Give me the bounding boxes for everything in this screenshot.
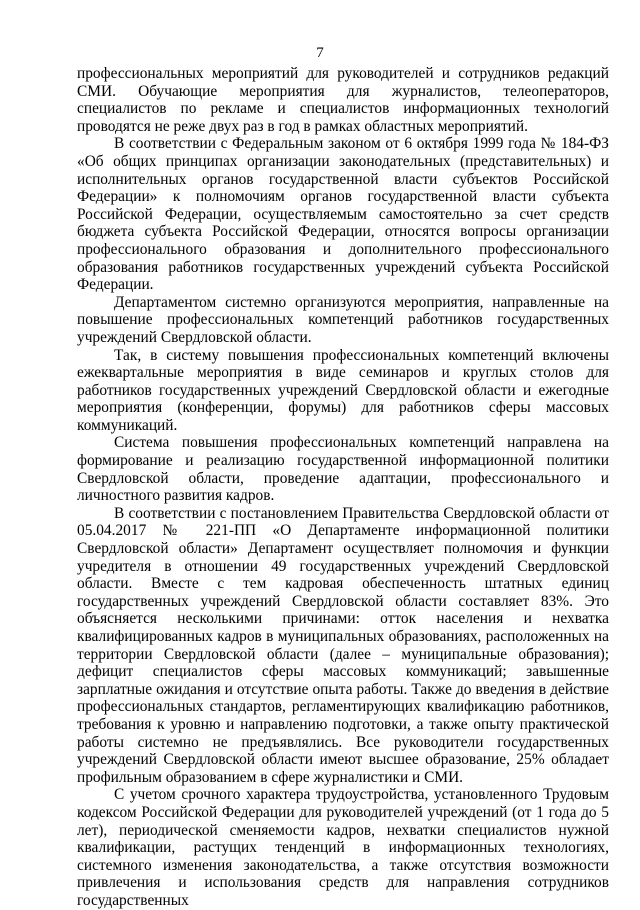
paragraph: В соответствии с постановлением Правительства Свердловской области от 05.04.2017 № 221-ПП «О Департаменте информационной политики Свердловской области» Департамент осуществляет полномочия и функции учредителя в отношении 49 государственных учреждений Свердловской области. Вместе с тем кадровая обеспеченность штатных единиц государственных учреждений Свердловской области составляет 83%. Это объясняется несколькими причинами: отток населения и нехватка квалифицированных кадров в муниципальных образованиях, расположенных на территории Свердловской области (далее – муниципальные образования); дефицит специалистов сферы массовых коммуникаций; завышенные зарплатные ожидания и отсутствие опыта работы. Также до введения в действие профессиональных стандартов, регламентирующих квалификацию работников, требования к уровню и направлению подготовки, а также опыту практической работы системно не предъявлялись. Все руководители государственных учреждений Свердловской области имеют высшее образование, 25% обладает профильным образованием в сфере журналистики и СМИ. (77, 504, 609, 786)
document-body (77, 65, 609, 910)
paragraph: Так, в систему повышения профессиональных компетенций включены ежеквартальные мероприятия в виде семинаров и круглых столов для работников государственных учреждений Свердловской области и ежегодные мероприятия (конференции, форумы) для работников сферы массовых коммуникаций. (77, 346, 609, 434)
page-number: 7 (316, 45, 324, 61)
paragraph: Департаментом системно организуются мероприятия, направленные на повышение профессиональных компетенций работников государственных учреждений Свердловской области. (77, 293, 609, 346)
paragraph: Система повышения профессиональных компетенций направлена на формирование и реализацию государственной информационной политики Свердловской области, проведение адаптации, профессионального и личностного развития кадров. (77, 434, 609, 505)
paragraph: С учетом срочного характера трудоустройства, установленного Трудовым кодексом Российской Федерации для руководителей учреждений (от 1 года до 5 лет), периодической сменяемости кадров, нехватки специалистов нужной квалификации, растущих тенденций в информационных технологиях, системного изменения законодательства, а также отсутствия возможности привлечения и использования средств для направления сотрудников государственных (77, 786, 609, 909)
paragraph: В соответствии с Федеральным законом от 6 октября 1999 года № 184-ФЗ «Об общих принципах организации законодательных (представительных) и исполнительных органов государственной власти субъектов Российской Федерации» к полномочиям органов государственной власти субъекта Российской Федерации, осуществляемым самостоятельно за счет средств бюджета субъекта Российской Федерации, относятся вопросы организации профессионального образования и дополнительного профессионального образования работников государственных учреждений субъекта Российской Федерации. (77, 135, 609, 294)
paragraph: профессиональных мероприятий для руководителей и сотрудников редакций СМИ. Обучающие мероприятия для журналистов, телеоператоров, специалистов по рекламе и специалистов информационных технологий проводятся не реже двух раз в год в рамках областных мероприятий. (77, 65, 609, 135)
